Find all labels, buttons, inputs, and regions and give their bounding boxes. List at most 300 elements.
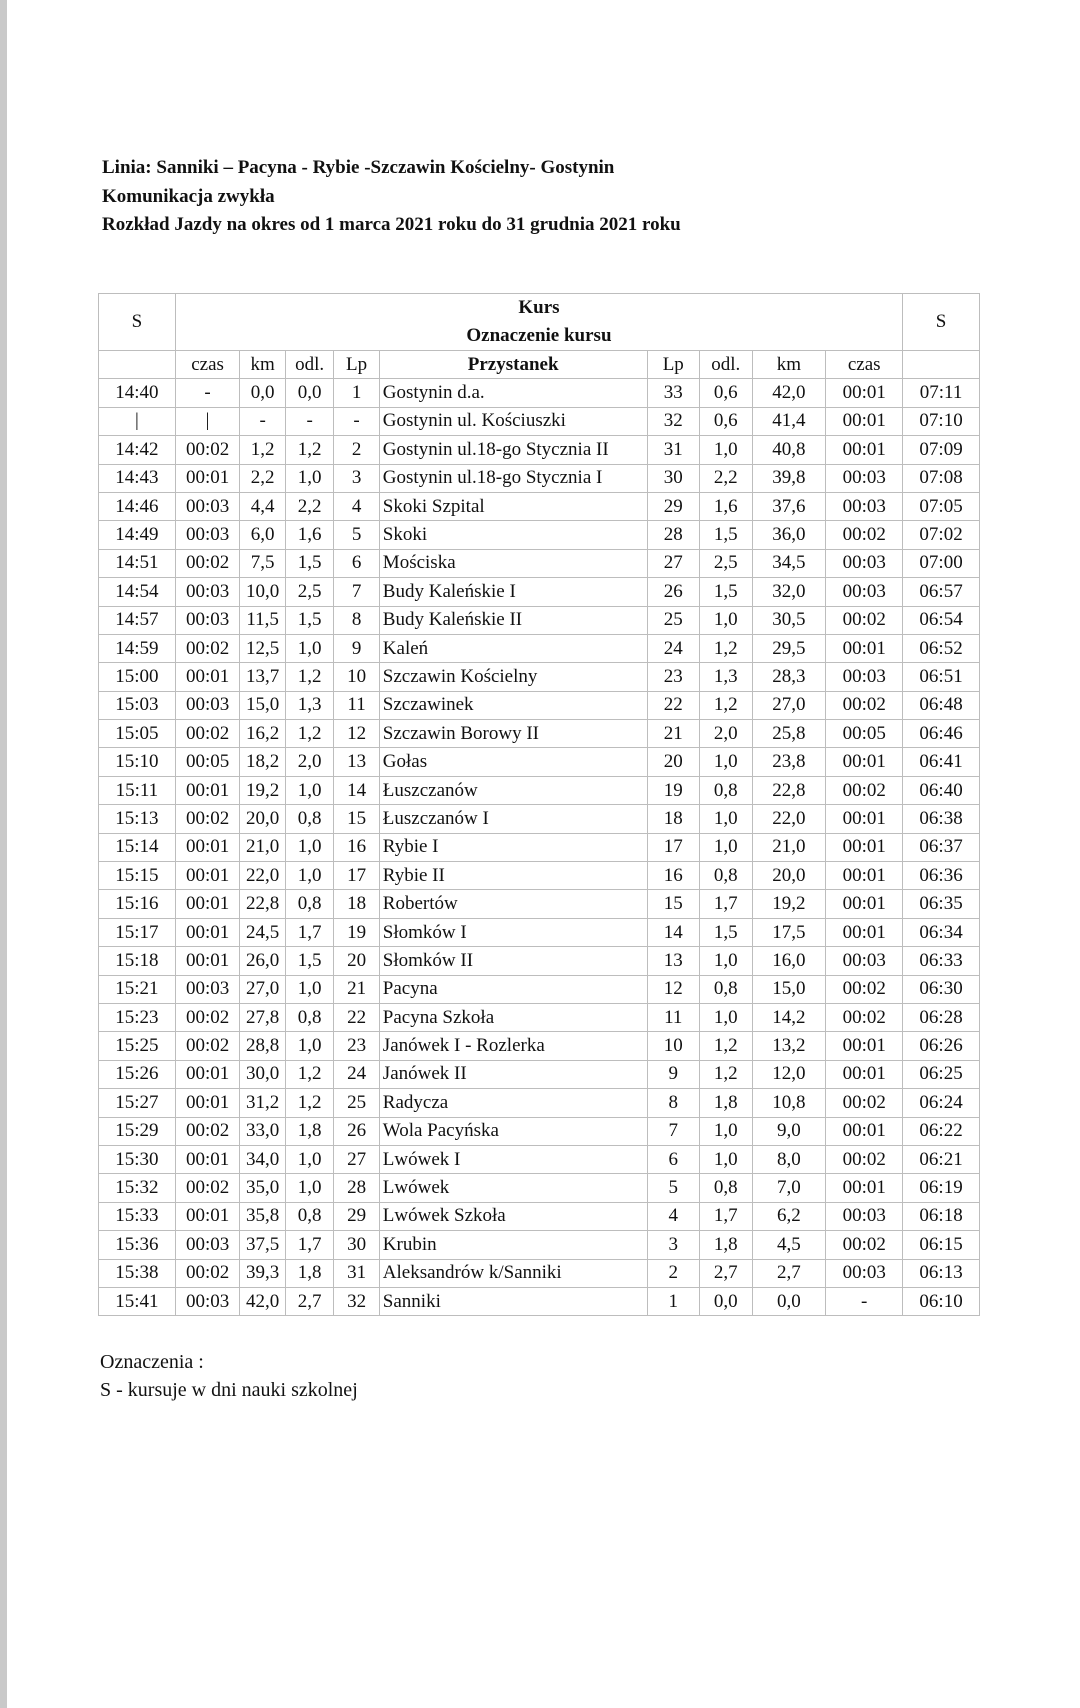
cell-stop-name: Gostynin ul. Kościuszki bbox=[379, 407, 647, 435]
cell-czas: 00:03 bbox=[175, 578, 240, 606]
cell-departure-time-s: 15:17 bbox=[99, 918, 176, 946]
cell-km: 37,5 bbox=[240, 1231, 285, 1259]
cell-departure-time-return-s: 06:13 bbox=[903, 1259, 980, 1287]
cell-czas-return: 00:03 bbox=[826, 1202, 903, 1230]
cell-odl-return: 2,7 bbox=[700, 1259, 753, 1287]
legend bbox=[100, 1348, 358, 1404]
cell-czas-return: 00:02 bbox=[826, 975, 903, 1003]
cell-lp: 16 bbox=[334, 833, 379, 861]
cell-stop-name: Gostynin d.a. bbox=[379, 379, 647, 407]
cell-czas: 00:02 bbox=[175, 634, 240, 662]
column-header: odl. bbox=[285, 351, 333, 379]
cell-lp-return: 26 bbox=[647, 578, 700, 606]
column-header: Lp bbox=[334, 351, 379, 379]
cell-departure-time-s: 14:57 bbox=[99, 606, 176, 634]
cell-czas-return: 00:01 bbox=[826, 748, 903, 776]
cell-odl-return: 0,8 bbox=[700, 1174, 753, 1202]
cell-stop-name: Mościska bbox=[379, 549, 647, 577]
table-row bbox=[99, 521, 980, 549]
cell-lp: 14 bbox=[334, 776, 379, 804]
cell-odl: 1,0 bbox=[285, 833, 333, 861]
cell-czas-return: 00:01 bbox=[826, 1060, 903, 1088]
cell-km-return: 39,8 bbox=[752, 464, 826, 492]
cell-odl: 2,2 bbox=[285, 492, 333, 520]
cell-departure-time-return-s: 06:19 bbox=[903, 1174, 980, 1202]
cell-czas-return: 00:01 bbox=[826, 1174, 903, 1202]
column-header: czas bbox=[175, 351, 240, 379]
column-header: czas bbox=[826, 351, 903, 379]
table-row bbox=[99, 606, 980, 634]
cell-odl: 1,0 bbox=[285, 1174, 333, 1202]
cell-km: 1,2 bbox=[240, 436, 285, 464]
cell-km-return: 6,2 bbox=[752, 1202, 826, 1230]
cell-odl: 1,0 bbox=[285, 975, 333, 1003]
cell-odl-return: 1,7 bbox=[700, 890, 753, 918]
cell-km-return: 25,8 bbox=[752, 720, 826, 748]
cell-odl-return: 1,0 bbox=[700, 1145, 753, 1173]
cell-odl: 1,8 bbox=[285, 1259, 333, 1287]
cell-km-return: 12,0 bbox=[752, 1060, 826, 1088]
cell-odl: 0,8 bbox=[285, 1202, 333, 1230]
cell-czas-return: 00:01 bbox=[826, 1117, 903, 1145]
cell-departure-time-s: 15:16 bbox=[99, 890, 176, 918]
cell-km-return: 21,0 bbox=[752, 833, 826, 861]
service-type: Komunikacja zwykła bbox=[102, 185, 275, 207]
cell-czas-return: 00:03 bbox=[826, 464, 903, 492]
cell-km-return: 28,3 bbox=[752, 663, 826, 691]
cell-km: 2,2 bbox=[240, 464, 285, 492]
cell-czas: 00:01 bbox=[175, 947, 240, 975]
cell-czas: 00:03 bbox=[175, 606, 240, 634]
cell-lp-return: 18 bbox=[647, 805, 700, 833]
cell-departure-time-s: 15:00 bbox=[99, 663, 176, 691]
cell-lp: 18 bbox=[334, 890, 379, 918]
table-row bbox=[99, 1174, 980, 1202]
cell-km: 33,0 bbox=[240, 1117, 285, 1145]
cell-czas: 00:03 bbox=[175, 1231, 240, 1259]
cell-czas-return: 00:03 bbox=[826, 549, 903, 577]
table-row bbox=[99, 1287, 980, 1315]
cell-czas-return: 00:01 bbox=[826, 833, 903, 861]
cell-odl-return: 1,0 bbox=[700, 1117, 753, 1145]
cell-odl: 1,2 bbox=[285, 1060, 333, 1088]
cell-lp: 2 bbox=[334, 436, 379, 464]
cell-odl: 1,7 bbox=[285, 918, 333, 946]
cell-stop-name: Pacyna Szkoła bbox=[379, 1003, 647, 1031]
cell-czas-return: 00:02 bbox=[826, 606, 903, 634]
cell-km: 12,5 bbox=[240, 634, 285, 662]
cell-departure-time-s: 15:32 bbox=[99, 1174, 176, 1202]
cell-lp: 11 bbox=[334, 691, 379, 719]
cell-lp: 12 bbox=[334, 720, 379, 748]
page-left-edge bbox=[0, 0, 7, 1708]
cell-km-return: 7,0 bbox=[752, 1174, 826, 1202]
cell-km-return: 37,6 bbox=[752, 492, 826, 520]
cell-odl-return: 1,0 bbox=[700, 833, 753, 861]
cell-km: 13,7 bbox=[240, 663, 285, 691]
cell-stop-name: Gostynin ul.18-go Stycznia II bbox=[379, 436, 647, 464]
cell-km: 35,8 bbox=[240, 1202, 285, 1230]
cell-departure-time-return-s: 06:21 bbox=[903, 1145, 980, 1173]
cell-czas: 00:03 bbox=[175, 975, 240, 1003]
cell-km-return: 15,0 bbox=[752, 975, 826, 1003]
cell-odl: 2,7 bbox=[285, 1287, 333, 1315]
cell-lp: 15 bbox=[334, 805, 379, 833]
cell-czas-return: 00:01 bbox=[826, 1032, 903, 1060]
cell-departure-time-s: 15:18 bbox=[99, 947, 176, 975]
cell-stop-name: Skoki bbox=[379, 521, 647, 549]
cell-lp-return: 29 bbox=[647, 492, 700, 520]
cell-departure-time-return-s: 06:52 bbox=[903, 634, 980, 662]
cell-lp: 24 bbox=[334, 1060, 379, 1088]
table-row bbox=[99, 578, 980, 606]
cell-departure-time-return-s: 06:51 bbox=[903, 663, 980, 691]
cell-odl-return: 1,3 bbox=[700, 663, 753, 691]
cell-km-return: 41,4 bbox=[752, 407, 826, 435]
table-row bbox=[99, 492, 980, 520]
cell-departure-time-s: 15:30 bbox=[99, 1145, 176, 1173]
cell-km-return: 23,8 bbox=[752, 748, 826, 776]
cell-stop-name: Budy Kaleńskie II bbox=[379, 606, 647, 634]
cell-lp-return: 14 bbox=[647, 918, 700, 946]
cell-departure-time-s: 15:38 bbox=[99, 1259, 176, 1287]
cell-lp: 30 bbox=[334, 1231, 379, 1259]
cell-odl: 1,8 bbox=[285, 1117, 333, 1145]
cell-stop-name: Radycza bbox=[379, 1089, 647, 1117]
cell-km: 7,5 bbox=[240, 549, 285, 577]
cell-odl: 1,0 bbox=[285, 776, 333, 804]
cell-czas-return: 00:02 bbox=[826, 776, 903, 804]
cell-odl-return: 1,0 bbox=[700, 748, 753, 776]
cell-departure-time-return-s: 06:54 bbox=[903, 606, 980, 634]
cell-lp-return: 7 bbox=[647, 1117, 700, 1145]
table-row bbox=[99, 407, 980, 435]
cell-lp-return: 20 bbox=[647, 748, 700, 776]
cell-departure-time-return-s: 06:10 bbox=[903, 1287, 980, 1315]
cell-lp-return: 22 bbox=[647, 691, 700, 719]
cell-km-return: 8,0 bbox=[752, 1145, 826, 1173]
cell-departure-time-return-s: 06:57 bbox=[903, 578, 980, 606]
cell-odl: 1,2 bbox=[285, 436, 333, 464]
cell-km-return: 32,0 bbox=[752, 578, 826, 606]
cell-stop-name: Sanniki bbox=[379, 1287, 647, 1315]
column-header: km bbox=[240, 351, 285, 379]
cell-lp-return: 13 bbox=[647, 947, 700, 975]
cell-lp-return: 5 bbox=[647, 1174, 700, 1202]
cell-km: 31,2 bbox=[240, 1089, 285, 1117]
cell-czas: 00:01 bbox=[175, 776, 240, 804]
cell-odl-return: 1,0 bbox=[700, 436, 753, 464]
cell-lp-return: 9 bbox=[647, 1060, 700, 1088]
table-row bbox=[99, 975, 980, 1003]
cell-km: 22,0 bbox=[240, 862, 285, 890]
cell-odl-return: 1,5 bbox=[700, 918, 753, 946]
cell-stop-name: Szczawinek bbox=[379, 691, 647, 719]
cell-lp-return: 4 bbox=[647, 1202, 700, 1230]
cell-czas: 00:02 bbox=[175, 1003, 240, 1031]
table-row bbox=[99, 691, 980, 719]
cell-departure-time-s: 15:41 bbox=[99, 1287, 176, 1315]
cell-departure-time-return-s: 06:41 bbox=[903, 748, 980, 776]
cell-czas: 00:01 bbox=[175, 663, 240, 691]
cell-km: 21,0 bbox=[240, 833, 285, 861]
cell-km-return: 0,0 bbox=[752, 1287, 826, 1315]
cell-czas: 00:05 bbox=[175, 748, 240, 776]
table-row bbox=[99, 1259, 980, 1287]
cell-czas-return: 00:02 bbox=[826, 1145, 903, 1173]
cell-czas: | bbox=[175, 407, 240, 435]
cell-czas: 00:02 bbox=[175, 1259, 240, 1287]
cell-czas-return: 00:01 bbox=[826, 918, 903, 946]
table-row bbox=[99, 1202, 980, 1230]
cell-odl-return: 1,8 bbox=[700, 1089, 753, 1117]
header-empty-right bbox=[903, 351, 980, 379]
column-header: Lp bbox=[647, 351, 700, 379]
cell-odl: 0,0 bbox=[285, 379, 333, 407]
table-row bbox=[99, 1060, 980, 1088]
cell-km: 6,0 bbox=[240, 521, 285, 549]
cell-km: 30,0 bbox=[240, 1060, 285, 1088]
cell-departure-time-s: 15:03 bbox=[99, 691, 176, 719]
cell-departure-time-return-s: 07:10 bbox=[903, 407, 980, 435]
cell-odl-return: 0,6 bbox=[700, 407, 753, 435]
cell-km-return: 34,5 bbox=[752, 549, 826, 577]
cell-km-return: 17,5 bbox=[752, 918, 826, 946]
cell-czas-return: 00:01 bbox=[826, 805, 903, 833]
cell-odl: 1,5 bbox=[285, 606, 333, 634]
cell-lp: 1 bbox=[334, 379, 379, 407]
cell-odl-return: 1,5 bbox=[700, 521, 753, 549]
cell-departure-time-return-s: 06:24 bbox=[903, 1089, 980, 1117]
cell-odl-return: 1,5 bbox=[700, 578, 753, 606]
column-header-stop: Przystanek bbox=[379, 351, 647, 379]
cell-departure-time-return-s: 06:36 bbox=[903, 862, 980, 890]
column-header: odl. bbox=[700, 351, 753, 379]
cell-km-return: 29,5 bbox=[752, 634, 826, 662]
cell-departure-time-return-s: 07:11 bbox=[903, 379, 980, 407]
cell-odl-return: 1,2 bbox=[700, 1032, 753, 1060]
cell-departure-time-s: 15:14 bbox=[99, 833, 176, 861]
cell-departure-time-return-s: 06:48 bbox=[903, 691, 980, 719]
cell-departure-time-s: 15:21 bbox=[99, 975, 176, 1003]
cell-km: 19,2 bbox=[240, 776, 285, 804]
cell-odl: 1,0 bbox=[285, 862, 333, 890]
cell-km: 34,0 bbox=[240, 1145, 285, 1173]
cell-lp: 29 bbox=[334, 1202, 379, 1230]
cell-czas: 00:01 bbox=[175, 1060, 240, 1088]
cell-stop-name: Lwówek Szkoła bbox=[379, 1202, 647, 1230]
cell-km-return: 16,0 bbox=[752, 947, 826, 975]
cell-departure-time-return-s: 06:40 bbox=[903, 776, 980, 804]
cell-departure-time-s: 14:51 bbox=[99, 549, 176, 577]
cell-km-return: 13,2 bbox=[752, 1032, 826, 1060]
cell-departure-time-s: 15:25 bbox=[99, 1032, 176, 1060]
cell-km: 0,0 bbox=[240, 379, 285, 407]
cell-km: 4,4 bbox=[240, 492, 285, 520]
table-row bbox=[99, 663, 980, 691]
kurs-label: Kurs bbox=[175, 294, 902, 323]
table-row bbox=[99, 379, 980, 407]
cell-departure-time-return-s: 06:38 bbox=[903, 805, 980, 833]
cell-km: 42,0 bbox=[240, 1287, 285, 1315]
cell-stop-name: Kaleń bbox=[379, 634, 647, 662]
cell-odl-return: 1,0 bbox=[700, 805, 753, 833]
cell-stop-name: Szczawin Borowy II bbox=[379, 720, 647, 748]
cell-czas: 00:01 bbox=[175, 890, 240, 918]
cell-lp: 19 bbox=[334, 918, 379, 946]
cell-odl-return: 2,5 bbox=[700, 549, 753, 577]
line-title: Linia: Sanniki – Pacyna - Rybie -Szczawin Kościelny- Gostynin bbox=[102, 157, 615, 178]
cell-km: 11,5 bbox=[240, 606, 285, 634]
cell-czas-return: - bbox=[826, 1287, 903, 1315]
cell-czas-return: 00:03 bbox=[826, 1259, 903, 1287]
cell-lp: 32 bbox=[334, 1287, 379, 1315]
timetable bbox=[98, 293, 980, 1316]
cell-departure-time-s: 14:49 bbox=[99, 521, 176, 549]
cell-czas-return: 00:01 bbox=[826, 379, 903, 407]
cell-km: 27,0 bbox=[240, 975, 285, 1003]
cell-departure-time-return-s: 06:26 bbox=[903, 1032, 980, 1060]
cell-czas: 00:02 bbox=[175, 1174, 240, 1202]
cell-czas-return: 00:03 bbox=[826, 492, 903, 520]
cell-km-return: 40,8 bbox=[752, 436, 826, 464]
cell-km: 27,8 bbox=[240, 1003, 285, 1031]
cell-departure-time-return-s: 06:22 bbox=[903, 1117, 980, 1145]
cell-km-return: 19,2 bbox=[752, 890, 826, 918]
cell-odl: 1,0 bbox=[285, 1032, 333, 1060]
cell-czas: 00:01 bbox=[175, 1145, 240, 1173]
cell-odl: 1,5 bbox=[285, 947, 333, 975]
cell-departure-time-return-s: 06:34 bbox=[903, 918, 980, 946]
cell-czas: 00:01 bbox=[175, 1202, 240, 1230]
cell-odl-return: 2,2 bbox=[700, 464, 753, 492]
cell-lp: 9 bbox=[334, 634, 379, 662]
cell-departure-time-return-s: 06:46 bbox=[903, 720, 980, 748]
cell-stop-name: Lwówek bbox=[379, 1174, 647, 1202]
cell-departure-time-s: 15:29 bbox=[99, 1117, 176, 1145]
cell-odl: 1,6 bbox=[285, 521, 333, 549]
cell-km: 35,0 bbox=[240, 1174, 285, 1202]
cell-departure-time-return-s: 06:15 bbox=[903, 1231, 980, 1259]
table-row bbox=[99, 549, 980, 577]
cell-czas-return: 00:02 bbox=[826, 1089, 903, 1117]
table-row bbox=[99, 947, 980, 975]
table-row bbox=[99, 634, 980, 662]
cell-departure-time-s: 15:11 bbox=[99, 776, 176, 804]
cell-lp: 4 bbox=[334, 492, 379, 520]
cell-departure-time-s: 15:27 bbox=[99, 1089, 176, 1117]
cell-czas: 00:02 bbox=[175, 805, 240, 833]
cell-czas-return: 00:01 bbox=[826, 436, 903, 464]
cell-czas-return: 00:05 bbox=[826, 720, 903, 748]
cell-lp: 31 bbox=[334, 1259, 379, 1287]
cell-stop-name: Janówek II bbox=[379, 1060, 647, 1088]
cell-stop-name: Janówek I - Rozlerka bbox=[379, 1032, 647, 1060]
cell-lp-return: 3 bbox=[647, 1231, 700, 1259]
cell-czas: 00:01 bbox=[175, 862, 240, 890]
cell-lp-return: 25 bbox=[647, 606, 700, 634]
table-row bbox=[99, 862, 980, 890]
cell-km: 28,8 bbox=[240, 1032, 285, 1060]
cell-czas-return: 00:02 bbox=[826, 691, 903, 719]
cell-odl: 0,8 bbox=[285, 1003, 333, 1031]
cell-lp-return: 32 bbox=[647, 407, 700, 435]
cell-stop-name: Słomków I bbox=[379, 918, 647, 946]
cell-departure-time-return-s: 06:28 bbox=[903, 1003, 980, 1031]
table-row bbox=[99, 1003, 980, 1031]
cell-lp: 3 bbox=[334, 464, 379, 492]
cell-lp-return: 21 bbox=[647, 720, 700, 748]
cell-czas-return: 00:01 bbox=[826, 407, 903, 435]
cell-odl: 2,5 bbox=[285, 578, 333, 606]
cell-stop-name: Skoki Szpital bbox=[379, 492, 647, 520]
validity-period: Rozkład Jazdy na okres od 1 marca 2021 roku do 31 grudnia 2021 roku bbox=[102, 214, 681, 235]
cell-lp-return: 27 bbox=[647, 549, 700, 577]
cell-lp: 25 bbox=[334, 1089, 379, 1117]
cell-departure-time-return-s: 07:02 bbox=[903, 521, 980, 549]
legend-title: Oznaczenia : bbox=[100, 1351, 204, 1373]
cell-km-return: 4,5 bbox=[752, 1231, 826, 1259]
cell-czas: 00:02 bbox=[175, 1117, 240, 1145]
cell-departure-time-return-s: 07:09 bbox=[903, 436, 980, 464]
cell-czas: 00:03 bbox=[175, 1287, 240, 1315]
cell-km-return: 9,0 bbox=[752, 1117, 826, 1145]
table-row bbox=[99, 464, 980, 492]
table-row bbox=[99, 918, 980, 946]
cell-lp: 5 bbox=[334, 521, 379, 549]
cell-stop-name: Szczawin Kościelny bbox=[379, 663, 647, 691]
table-row bbox=[99, 1117, 980, 1145]
cell-departure-time-s: 14:46 bbox=[99, 492, 176, 520]
table-row bbox=[99, 1032, 980, 1060]
cell-km-return: 14,2 bbox=[752, 1003, 826, 1031]
cell-stop-name: Wola Pacyńska bbox=[379, 1117, 647, 1145]
cell-departure-time-s: 14:43 bbox=[99, 464, 176, 492]
cell-czas: 00:01 bbox=[175, 833, 240, 861]
legend-s-description: S - kursuje w dni nauki szkolnej bbox=[100, 1379, 358, 1401]
cell-czas: 00:01 bbox=[175, 918, 240, 946]
cell-departure-time-return-s: 06:33 bbox=[903, 947, 980, 975]
cell-departure-time-return-s: 06:30 bbox=[903, 975, 980, 1003]
cell-odl-return: 1,8 bbox=[700, 1231, 753, 1259]
cell-czas: 00:02 bbox=[175, 720, 240, 748]
cell-departure-time-return-s: 06:37 bbox=[903, 833, 980, 861]
cell-czas: - bbox=[175, 379, 240, 407]
cell-km: 22,8 bbox=[240, 890, 285, 918]
cell-km: - bbox=[240, 407, 285, 435]
table-row bbox=[99, 805, 980, 833]
column-header: km bbox=[752, 351, 826, 379]
cell-lp: 10 bbox=[334, 663, 379, 691]
cell-lp-return: 6 bbox=[647, 1145, 700, 1173]
cell-lp: 21 bbox=[334, 975, 379, 1003]
cell-odl-return: 0,8 bbox=[700, 776, 753, 804]
cell-departure-time-s: 15:33 bbox=[99, 1202, 176, 1230]
table-row bbox=[99, 748, 980, 776]
cell-czas: 00:02 bbox=[175, 1032, 240, 1060]
cell-odl: 1,5 bbox=[285, 549, 333, 577]
cell-lp: 26 bbox=[334, 1117, 379, 1145]
cell-czas-return: 00:02 bbox=[826, 1231, 903, 1259]
cell-odl-return: 1,6 bbox=[700, 492, 753, 520]
cell-czas: 00:02 bbox=[175, 436, 240, 464]
header-empty-left bbox=[99, 351, 176, 379]
cell-departure-time-s: 15:15 bbox=[99, 862, 176, 890]
cell-lp-return: 24 bbox=[647, 634, 700, 662]
course-designation-label: Oznaczenie kursu bbox=[175, 322, 902, 351]
cell-lp: 20 bbox=[334, 947, 379, 975]
cell-km-return: 22,8 bbox=[752, 776, 826, 804]
